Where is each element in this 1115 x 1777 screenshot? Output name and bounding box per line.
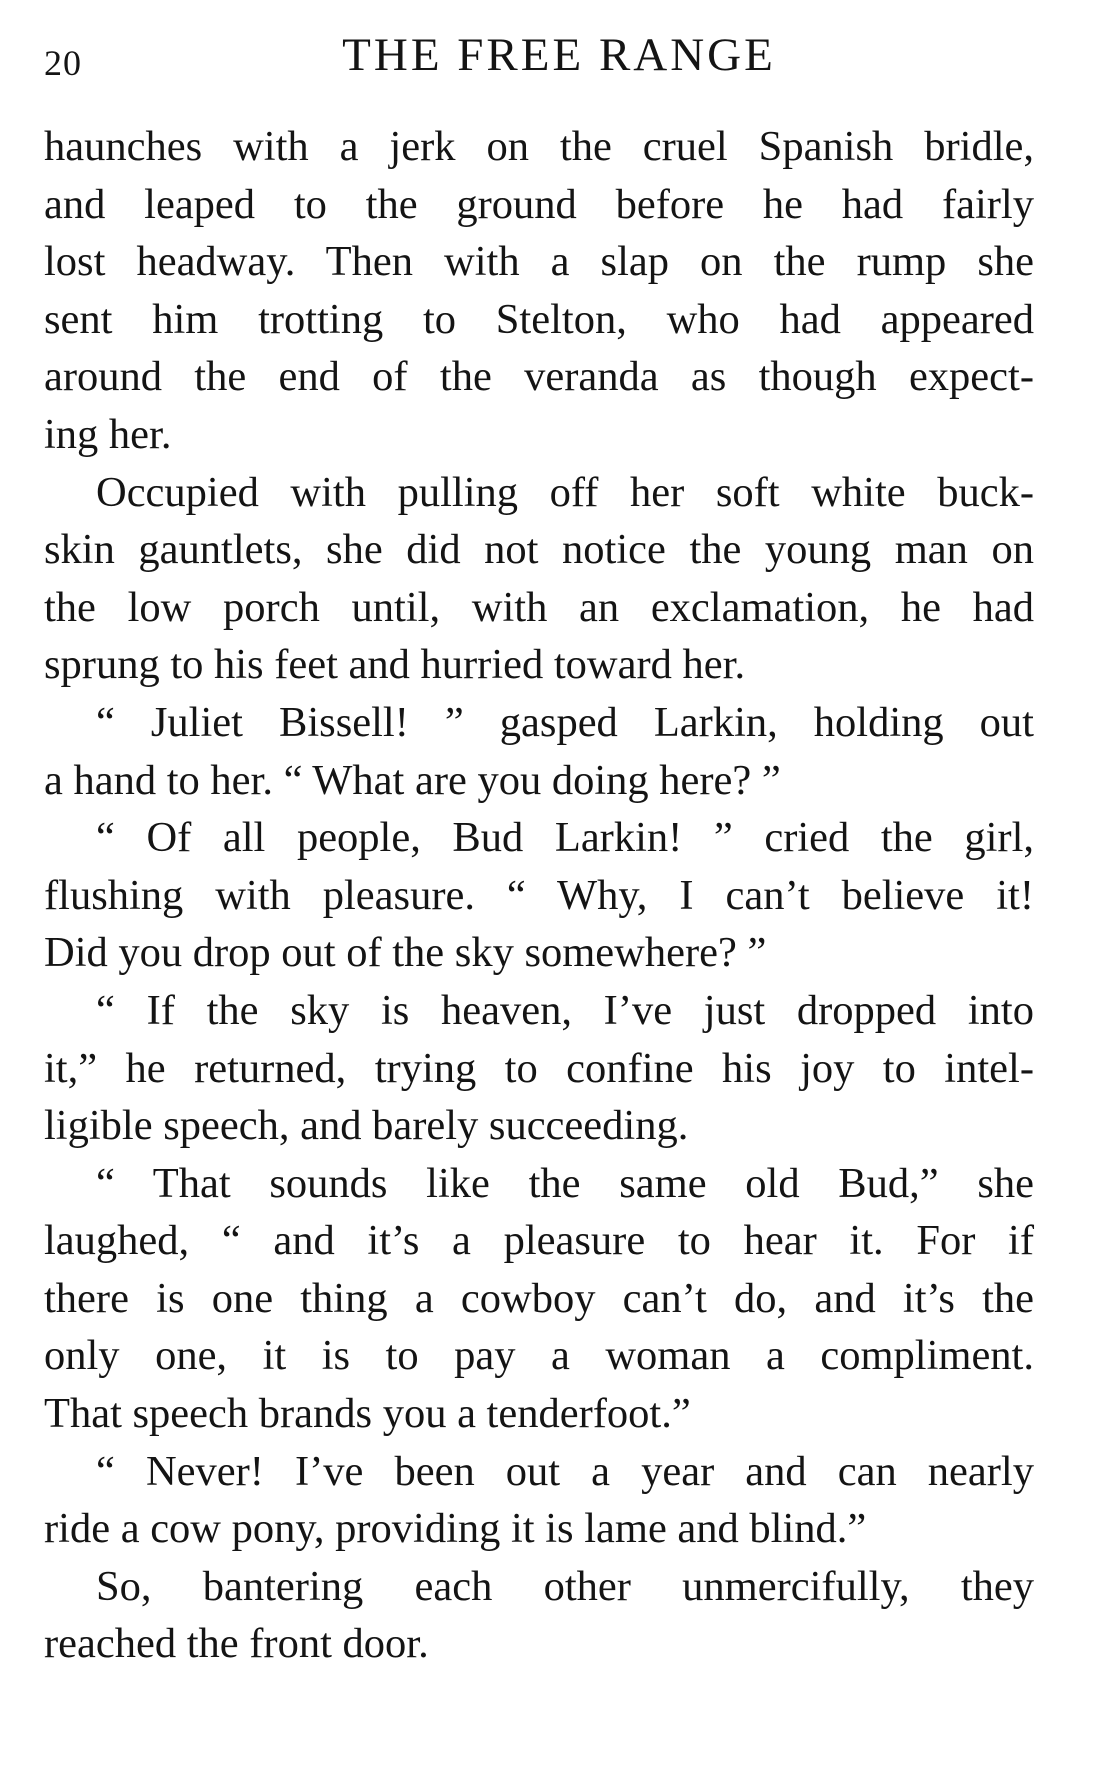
paragraph — [44, 1443, 1034, 1558]
text-line: Occupied with pulling off her soft white buck- — [96, 468, 1034, 516]
paragraph — [44, 1558, 1034, 1673]
text-line: reached the front door. — [44, 1620, 429, 1668]
text-line: laughed, “ and it’s a pleasure to hear it. For if — [44, 1217, 1034, 1265]
text-line: “ Of all people, Bud Larkin! ” cried the girl, — [96, 814, 1034, 862]
text-line: flushing with pleasure. “ Why, I can’t believe it! — [44, 871, 1034, 919]
text-line: “ Never! I’ve been out a year and can nearly — [96, 1447, 1034, 1495]
paragraph — [44, 464, 1034, 694]
text-line: So, bantering each other unmercifully, they — [96, 1562, 1034, 1610]
text-line: haunches with a jerk on the cruel Spanish bridle, — [44, 123, 1034, 170]
page-header — [44, 28, 1034, 88]
text-line: sent him trotting to Stelton, who had appeared — [44, 295, 1034, 343]
text-line: ing her. — [44, 410, 172, 458]
paragraph — [44, 1155, 1034, 1443]
text-line: around the end of the veranda as though expect- — [44, 353, 1034, 401]
text-line: it,” he returned, trying to confine his joy to intel- — [44, 1044, 1034, 1092]
paragraph — [44, 809, 1034, 982]
paragraph — [44, 118, 1034, 464]
text-line: ligible speech, and barely succeeding. — [44, 1102, 689, 1150]
text-line: That speech brands you a tenderfoot.” — [44, 1390, 691, 1438]
text-line: there is one thing a cowboy can’t do, and it’s the — [44, 1274, 1034, 1322]
running-title: THE FREE RANGE — [342, 29, 776, 81]
text-line: lost headway. Then with a slap on the rump she — [44, 238, 1034, 286]
text-line: skin gauntlets, she did not notice the young man on — [44, 526, 1034, 574]
paragraph — [44, 982, 1034, 1155]
text-line: “ That sounds like the same old Bud,” she — [96, 1159, 1034, 1207]
text-line: Did you drop out of the sky somewhere? ” — [44, 929, 767, 977]
text-line: ride a cow pony, providing it is lame and blind.” — [44, 1505, 867, 1553]
text-line: only one, it is to pay a woman a compliment. — [44, 1332, 1034, 1380]
text-line: “ Juliet Bissell! ” gasped Larkin, holding out — [96, 698, 1034, 746]
text-line: sprung to his feet and hurried toward her. — [44, 641, 746, 689]
paragraph — [44, 694, 1034, 809]
page-number: 20 — [44, 43, 82, 83]
text-line: “ If the sky is heaven, I’ve just dropped into — [96, 986, 1034, 1034]
text-line: and leaped to the ground before he had fairly — [44, 180, 1034, 228]
text-line: the low porch until, with an exclamation, he had — [44, 583, 1034, 631]
text-line: a hand to her. “ What are you doing here? ” — [44, 756, 781, 804]
body-text — [44, 118, 1034, 1673]
